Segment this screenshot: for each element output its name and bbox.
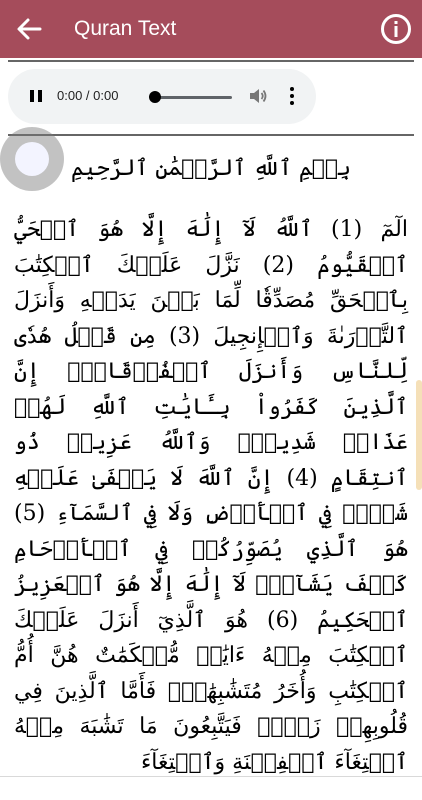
arrow-left-icon	[16, 17, 42, 41]
surah-text: الٓمٓ (1) ٱللَّهُ لَآ إِلَٰهَ إِلَّا هُوَ ٱلۡحَيُّ ٱلۡقَيُّومُ (2) نَزَّلَ عَلَيۡكَ ٱلۡكِتَٰبَ بِٱلۡحَقِّ مُصَدِّقٗا لِّمَا بَيۡنَ يَدَيۡهِ وَأَنزَلَ ٱلتَّوۡرَىٰةَ وَٱلۡإِنجِيلَ (3) مِن قَبۡلُ هُدٗى لِّلنَّاسِ وَأَنزَلَ ٱلۡفُرۡقَانَۗ إِنَّ ٱلَّذِينَ كَفَرُواْ بِـَٔايَٰتِ ٱللَّهِ لَهُمۡ عَذَابٞ شَدِيدٞۗ وَٱللَّهُ عَزِيزٞ ذُو ٱنتِقَامٍ (4) إِنَّ ٱللَّهَ لَا يَخۡفَىٰ عَلَيۡهِ شَيۡءٞ فِي ٱلۡأَرۡضِ وَلَا فِي ٱلسَّمَآءِ (5) هُوَ ٱلَّذِي يُصَوِّرُكُمۡ فِي ٱلۡأَرۡحَامِ كَيۡفَ يَشَآءُۚ لَآ إِلَٰهَ إِلَّا هُوَ ٱلۡعَزِيزُ ٱلۡحَكِيمُ (6) هُوَ ٱلَّذِيٓ أَنزَلَ عَلَيۡكَ ٱلۡكِتَٰبَ مِنۡهُ ءَايَٰتٞ مُّحۡكَمَٰتٌ هُنَّ أُمُّ ٱلۡكِتَٰبِ وَأُخَرُ مُتَشَٰبِهَٰتٞۖ فَأَمَّا ٱلَّذِينَ فِي قُلُوبِهِمۡ زَيۡغٞ فَيَتَّبِعُونَ مَا تَشَٰبَهَ مِنۡهُ ٱبۡتِغَآءَ ٱلۡفِتۡنَةِ وَٱبۡتِغَآءَ	[14, 217, 409, 775]
pause-icon[interactable]	[28, 88, 44, 104]
audio-time: 0:00 / 0:00	[57, 88, 119, 103]
audio-player	[8, 69, 316, 124]
back-button[interactable]	[0, 0, 58, 58]
page-title: Quran Text	[74, 17, 177, 40]
divider-bottom	[8, 134, 414, 136]
volume-icon[interactable]	[248, 86, 268, 106]
bismillah: بِسۡمِ ٱللَّهِ ٱلرَّحۡمَٰنِ ٱلرَّحِيمِ	[70, 156, 352, 181]
app-bar	[0, 0, 422, 58]
audio-seek-thumb[interactable]	[149, 91, 161, 103]
scroll-indicator[interactable]	[416, 380, 422, 490]
divider-top	[8, 60, 414, 62]
bottom-divider	[0, 776, 422, 777]
more-vert-icon[interactable]	[289, 86, 295, 106]
info-icon	[380, 13, 412, 45]
info-button[interactable]	[380, 13, 412, 45]
audio-seek-bar[interactable]	[154, 96, 232, 99]
